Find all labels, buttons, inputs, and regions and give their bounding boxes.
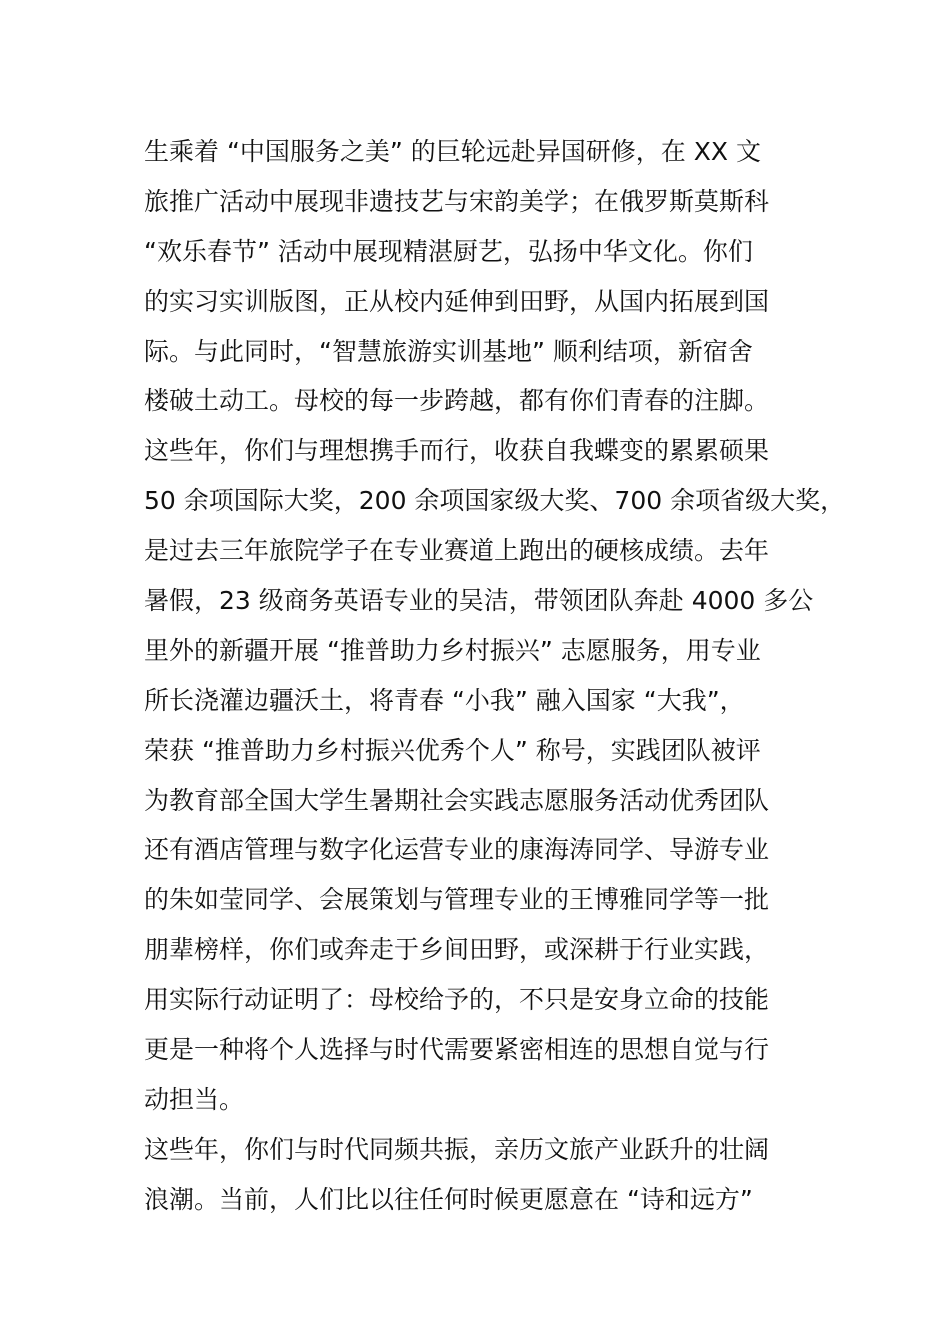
text-line: 为教育部全国大学生暑期社会实践志愿服务活动优秀团队 bbox=[144, 785, 770, 815]
text-line: 楼破土动工。母校的每一步跨越，都有你们青春的注脚。 bbox=[144, 386, 770, 416]
text-line: 的实习实训版图，正从校内延伸到田野，从国内拓展到国 bbox=[144, 286, 770, 316]
text-line: 还有酒店管理与数字化运营专业的康海涛同学、导游专业 bbox=[144, 835, 770, 865]
text-line: 的朱如莹同学、会展策划与管理专业的王博雅同学等一批 bbox=[144, 885, 770, 915]
text-line: 动担当。 bbox=[144, 1084, 245, 1114]
document-body bbox=[144, 127, 844, 1225]
text-line: 荣获 “推普助力乡村振兴优秀个人” 称号，实践团队被评 bbox=[144, 735, 761, 765]
text-line: 生乘着 “中国服务之美” 的巨轮远赴异国研修，在 XX 文 bbox=[144, 137, 761, 166]
text-line: 用实际行动证明了：母校给予的，不只是安身立命的技能 bbox=[144, 985, 770, 1015]
text-line: 所长浇灌边疆沃土，将青春 “小我” 融入国家 “大我”， bbox=[144, 685, 745, 715]
text-line: 朋辈榜样，你们或奔走于乡间田野，或深耕于行业实践， bbox=[144, 935, 770, 965]
text-line: 里外的新疆开展 “推普助力乡村振兴” 志愿服务，用专业 bbox=[144, 635, 761, 665]
text-line: 50 余项国际大奖，200 余项国家级大奖、700 余项省级大奖， bbox=[144, 486, 846, 516]
text-line: 这些年，你们与理想携手而行，收获自我蝶变的累累硕果 bbox=[144, 436, 770, 466]
text-line: 际。与此同时，“智慧旅游实训基地” 顺利结项，新宿舍 bbox=[144, 336, 753, 366]
text-line: 浪潮。当前，人们比以往任何时候更愿意在 “诗和远方” bbox=[144, 1184, 753, 1214]
text-line: “欢乐春节” 活动中展现精湛厨艺，弘扬中华文化。你们 bbox=[144, 236, 753, 266]
text-line: 暑假，23 级商务英语专业的吴洁，带领团队奔赴 4000 多公 bbox=[144, 586, 814, 616]
text-line: 更是一种将个人选择与时代需要紧密相连的思想自觉与行 bbox=[144, 1035, 770, 1065]
text-line: 旅推广活动中展现非遗技艺与宋韵美学；在俄罗斯莫斯科 bbox=[144, 186, 770, 216]
text-line: 是过去三年旅院学子在专业赛道上跑出的硬核成绩。去年 bbox=[144, 536, 770, 566]
text-line: 这些年，你们与时代同频共振，亲历文旅产业跃升的壮阔 bbox=[144, 1134, 770, 1164]
